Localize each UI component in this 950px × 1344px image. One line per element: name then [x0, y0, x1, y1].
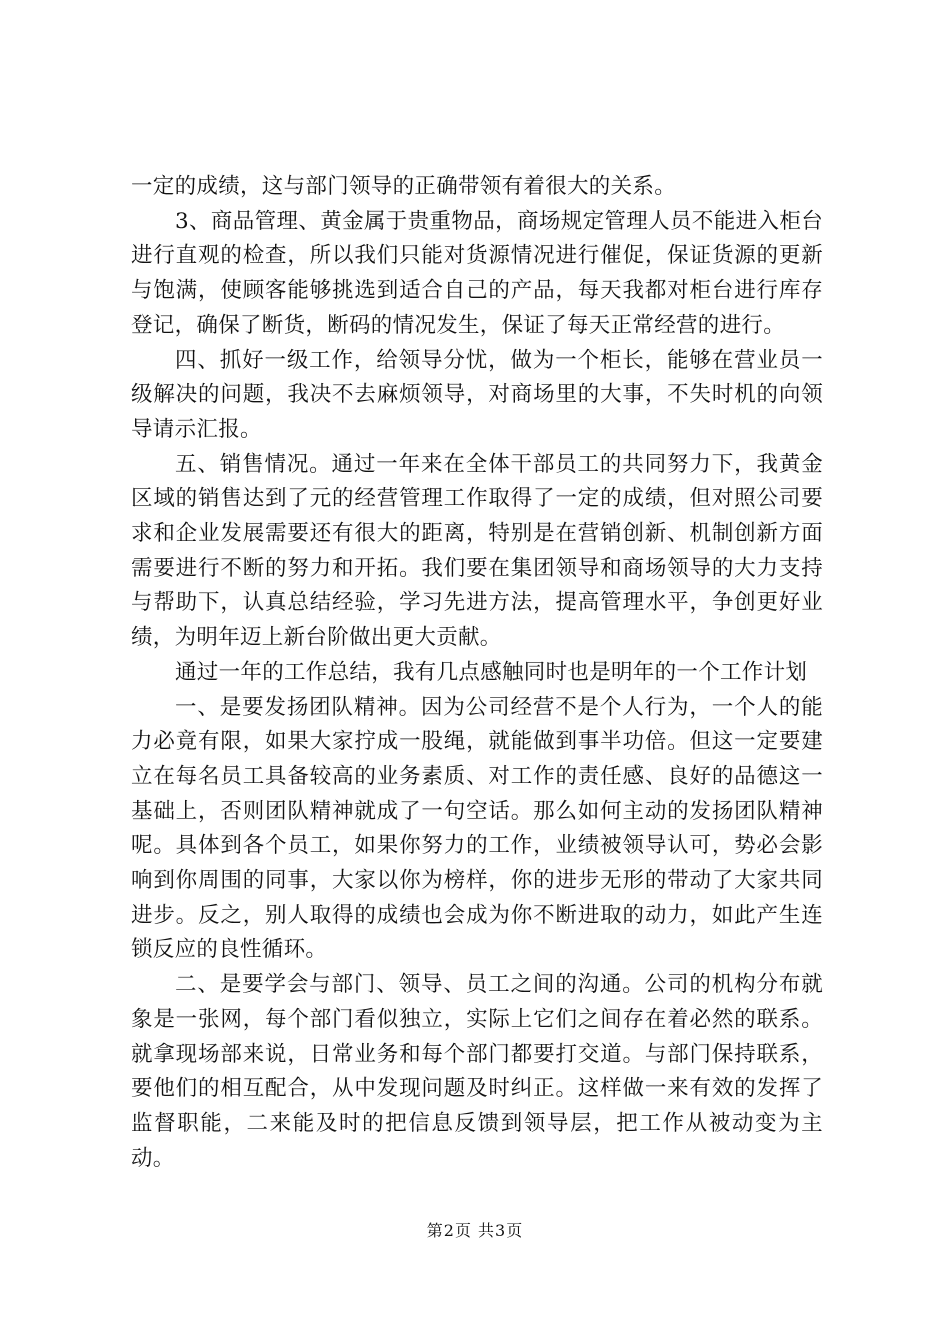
paragraph-1: 一定的成绩，这与部门领导的正确带领有着很大的关系。 [131, 174, 677, 199]
page-number: 第2页 共3页 [426, 1221, 524, 1240]
paragraph-7: 二、是要学会与部门、领导、员工之间的沟通。公司的机构分布就象是一张网，每个部门看似独立，实际上它们之间存在着必然的联系。就拿现场部来说，日常业务和每个部门都要打交道。与部门保持联系，要他们的相互配合，从中发现问题及时纠正。这样做一来有效的发挥了监督职能，二来能及时的把信息反馈到领导层，把工作从被动变为主动。 [131, 972, 823, 1171]
paragraph-5: 通过一年的工作总结，我有几点感触同时也是明年的一个工作计划 [175, 659, 808, 685]
paragraph-4: 五、销售情况。通过一年来在全体干部员工的共同努力下，我黄金区域的销售达到了元的经营管理工作取得了一定的成绩，但对照公司要求和企业发展需要还有很大的距离，特别是在营销创新、机制创新方面需要进行不断的努力和开拓。我们要在集团领导和商场领导的大力支持与帮助下，认真总结经验，学习先进方法，提高管理水平，争创更好业绩，为明年迈上新台阶做出更大贡献。 [131, 451, 823, 651]
paragraph-3: 四、抓好一级工作，给领导分忧，做为一个柜长，能够在营业员一级解决的问题，我决不去麻烦领导，对商场里的大事，不失时机的向领导请示汇报。 [131, 347, 823, 442]
paragraph-2: 3、商品管理、黄金属于贵重物品，商场规定管理人员不能进入柜台进行直观的检查，所以我们只能对货源情况进行催促，保证货源的更新与饱满，使顾客能够挑选到适合自己的产品，每天我都对柜台进行库存登记，确保了断货，断码的情况发生，保证了每天正常经营的进行。 [131, 208, 823, 338]
document-body [131, 170, 823, 1176]
paragraph-6: 一、是要发扬团队精神。因为公司经营不是个人行为，一个人的能力必竟有限，如果大家拧成一股绳，就能做到事半功倍。但这一定要建立在每名员工具备较高的业务素质、对工作的责任感、良好的品德这一基础上，否则团队精神就成了一句空话。那么如何主动的发扬团队精神呢。具体到各个员工，如果你努力的工作，业绩被领导认可，势必会影响到你周围的同事，大家以你为榜样，你的进步无形的带动了大家共同进步。反之，别人取得的成绩也会成为你不断进取的动力，如此产生连锁反应的良性循环。 [131, 694, 823, 963]
page-footer [0, 1220, 950, 1242]
